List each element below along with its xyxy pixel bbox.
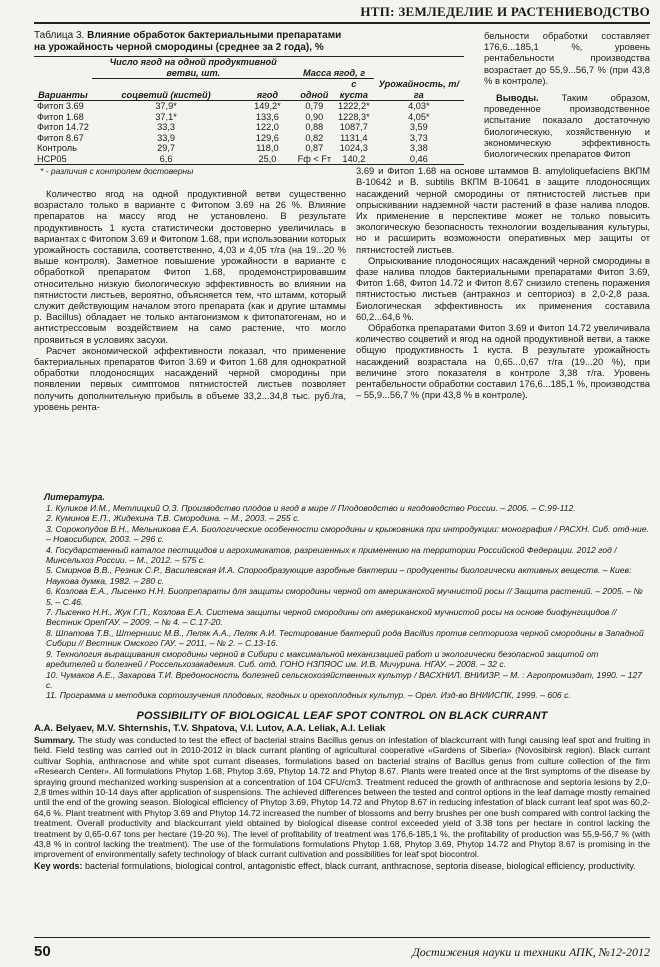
- th-mass: Масса ягод, г: [295, 57, 374, 79]
- english-summary: [34, 735, 650, 860]
- table-cell: Фитоп 3.69: [37, 101, 84, 111]
- table-cell: 3,73: [409, 132, 428, 143]
- table-cell: 0,46: [374, 154, 464, 165]
- english-title: POSSIBILITY OF BIOLOGICAL LEAF SPOT CONTROL ON BLACK CURRANT: [136, 710, 548, 722]
- table-cell: 4,03*: [408, 101, 430, 111]
- english-abstract: [34, 710, 650, 871]
- table-cell: Контроль: [37, 143, 77, 153]
- left-text: [34, 188, 346, 412]
- table-cell: 1087,7: [339, 122, 368, 132]
- table-cell: 1228,3*: [337, 111, 370, 122]
- page-number: 50: [34, 943, 51, 960]
- journal-name: Достижения науки и техники АПК, №12-2012: [412, 945, 650, 959]
- reference-item: 10. Чумаков А.Е., Захарова Т.И. Вредоносность болезней сельскохозяйственных культур / ВАСХНИЛ. ВНИИЗР. – М. : Агропромиздат, 1990. – 127 с.: [46, 669, 643, 690]
- table-cell: 1222,2*: [337, 101, 370, 111]
- table-caption: [34, 30, 346, 54]
- table-cell: 37,1*: [155, 111, 177, 122]
- table-cell: Фитоп 1.68: [37, 111, 84, 122]
- th-count-berries: ягод: [240, 79, 294, 101]
- th-mass-bush: с куста: [334, 79, 374, 101]
- table-cell: 0,82: [305, 132, 324, 143]
- table-cell: 1024,3: [339, 143, 368, 153]
- reference-item: 6. Козлова Е.А., Лысенко Н.Н. Биопрепараты для защиты смородины черной от американской мучнистой росы // Защита растений. – 2005. – № 5. – С.46.: [46, 586, 643, 607]
- table-cell: 1131,4: [340, 132, 368, 143]
- left-paragraph-2: Расчет экономической эффективности показал, что применение бактериальных препаратов Фитоп 3.69 и Фитоп 1.68 для однократной обработки плодоносящих насаждений черной смородины при появлении первых симптомов пятнистостей листьев позволяет получить дополнительную прибыль в объеме 33,2...34,8 тыс. руб./га, уровень рента-: [34, 344, 346, 412]
- table-note: * - различия с контролем достоверны: [40, 166, 194, 176]
- th-variants: Варианты: [34, 57, 92, 101]
- page-footer: [34, 937, 650, 960]
- running-header: [34, 2, 650, 24]
- th-count-inflorescences: соцветий (кистей): [92, 79, 240, 101]
- left-paragraph-1: Количество ягод на одной продуктивной ветви существенно возрастало только в варианте с Фитопом 3.69 на 26 %. Влияние препаратов на массу ягод не установлено. В результате продуктивность 1 куста статистически достоверно увеличилась в вариантах с Фитопом 3.69 и Фитопом 1.68, при использовании которых урожайность составила, соответственно, 4,03 и 4,05 т/га (на 19...20 % выше контроля). Заметное повышение урожайности в варианте с обработкой препаратом Фитоп 1.68, продемонстрировавшим относительно низкую биологическую эффективность во влиянии на пятнистости листьев, вероятно, объясняется тем, что штамм, который служит действующим началом этого препарата (как и другие штаммы р. Bacillus) обладает не только антагонизмом к фитопатогенам, но и антистрессовым воздействием на само растение, что могло проявиться в условиях засухи.: [34, 188, 346, 345]
- table-cell: 129,6: [255, 132, 279, 143]
- running-title: НТП: ЗЕМЛЕДЕЛИЕ И РАСТЕНИЕВОДСТВО: [360, 4, 650, 19]
- reference-item: 11. Программа и методика сортоизучения плодовых, ягодных и орехоплодных культур. – Орел. Изд-во ВНИИСПК, 1999. – 606 с.: [46, 690, 571, 701]
- reference-item: 9. Технология выращивания смородины черной в Сибири с максимальной механизацией работ и экологически безопасной защитой от вредителей и болезней / Россельхозакадемия. Сиб. отд. ГОНО НЗПЯОС им. И.В. Мичурина. НГАУ. – 2008. – 32 с.: [46, 648, 599, 670]
- table-cell: 6,6: [92, 154, 240, 165]
- right-text: [356, 165, 650, 400]
- table-cell: 0,79: [305, 101, 324, 111]
- reference-item: 3. Сорокопудов В.Н., Мельникова Е.А. Биологические особенности смородины и крыжовника при интродукции: монография / РАСХН. Сиб. отд-ние. – Новосибирск, 2003. – 296 с.: [46, 523, 649, 545]
- table-cell: 0,88: [305, 122, 324, 132]
- right-column: [356, 30, 650, 401]
- th-mass-one: одной: [295, 79, 334, 101]
- table-caption-title: Влияние обработок бактериальными препаратами на урожайность черной смородины (среднее за 2 года), %: [34, 30, 342, 53]
- reference-item: 4. Государственный каталог пестицидов и агрохимикатов, разрешенных к применению на территории Российской Федерации. 2012 год / Минсельхоз России. – М., 2012. – 575 с.: [46, 544, 617, 566]
- english-authors: A.A. Belyaev, M.V. Shternshis, T.V. Shpatova, V.I. Lutov, A.A. Leliak, A.I. Leliak: [34, 723, 386, 734]
- right-paragraph-1: 3.69 и Фитоп 1.68 на основе штаммов B. amyloliquefaciens ВКПМ В-10642 и B. subtilis ВКПМ В-10641 в защите плодоносящих насаждений черной смородины от пятнистостей листьев при опрыскивании надземной части растений в фазе налива плодов. Их применение в перспективе может не только повысить экологическую безопасность технологии возделывания культуры, но и расширить возможности оперативных мер защиты от пятнистостей листьев.: [356, 165, 650, 255]
- conclusion-paragraph: [484, 92, 650, 159]
- reference-item: 5. Смирнов В.В., Резник С.Р., Василевская И.А. Спорообразующие аэробные бактерии – продуценты биологически активных веществ. – Киев: Наукова думка, 1982. – 280 с.: [46, 565, 632, 586]
- table-cell: 33,3: [157, 122, 175, 132]
- table-cell: 118,0: [256, 143, 279, 153]
- references-list: [34, 503, 650, 701]
- right-paragraph-2: Опрыскивание плодоносящих насаждений черной смородины в фазе налива плодов бактериальными препаратами Фитоп 3.69, Фитоп 1.68, Фитоп 14.72 и Фитоп 8.67 снизило степень поражения пятнистостью листьев (антракноз и септориоз) в 2,0-2,8 раза. Биологическая эффективность их применения составила 60,2...64,6 %.: [356, 254, 650, 322]
- table-cell: 3,59: [409, 122, 428, 132]
- table-cell: 29,7: [157, 143, 175, 153]
- reference-item: 1. Куликов И.М., Метлицкий О.З. Производство плодов и ягод в мире // Плодоводство и ягодоводство России. – 2006. – С.99-112.: [46, 503, 576, 513]
- th-yield: Урожайность, т/га: [374, 57, 464, 101]
- th-count: Число ягод на одной продуктивной ветви, шт.: [92, 57, 295, 79]
- table-cell: 37,9*: [155, 101, 177, 111]
- table-cell: 4,05*: [408, 111, 430, 122]
- table-cell: 133,6: [255, 111, 279, 122]
- table-cell: 122,0: [255, 122, 279, 132]
- english-keywords: [34, 861, 650, 872]
- table-cell: 3,38: [409, 143, 428, 153]
- reference-item: 7. Лысенко Н.Н., Жук Г.П., Козлова Е.А. Система защиты черной смородины от американской мучнистой росы на основе биофунгицидов // Вестник ОрелГАУ. – 2009. – № 4. – С.17-20.: [46, 607, 617, 628]
- table-cell: Фитоп 14.72: [37, 122, 89, 132]
- references-title: Литература.: [44, 492, 105, 502]
- table-cell: 0,90: [305, 111, 324, 122]
- keywords-text: bacterial formulations, biological control, antagonistic effect, black currant, anthracnose, septoria disease, biological efficiency, productivity.: [85, 860, 636, 871]
- right-paragraph-3: Обработка препаратами Фитоп 3.69 и Фитоп 14.72 увеличивала количество соцветий и ягод на одной продуктивной ветви, а также общую продуктивность 1 куста. В результате урожайность насаждений возрастала на 0,65...0,67 т/га (19...20 %), при величине этого показателя в контроле 3,38 т/га. Уровень рентабельности обработки составил 176,6...185,1 %, производства – 55,9...56,7 % (при 43,8 % в контроле).: [356, 322, 650, 401]
- left-column: [34, 30, 460, 412]
- summary-text: The study was conducted to test the effect of bacterial strains Bacillus genus on infestation of blackcurrant with fungi causing leaf spot and fruiting in field. Field testing was carried out in 2010-2012 in black currant planting of agricultural cooperative «Gardens of Siberia» (Novosibirsk region). Black currant cultivar Sophia, anthracnose and white spot currant diseases, formulations based on bacterial strains of Bacillus genus from culture collection of the firm «Research Center». All formulations Phytop 1.68, Phytop 3.69, Phytop 14.72 and Phytop 8.67. Plants were treated once at the first symptoms of the disease by spraying ground mechanized working suspension at a concentration of 104 CFU/cm3. Treatment reduced the growth of anthracnose and septoria lesions by 2,0-2,8 times within 10-14 days after application of suspensions. The achieved differences between the tested and control options in the leaf damage mostly remained until the end of the growing season. Biological efficiency of Phytop 3.69, Phytop 14.72 and Phytop 8.67 in reducing infestation of black currant leaf spot was 60,2-64,6 %. Plant treatment with Phytop 3.69 and Phytop 14.72 increased the number of blossoms and berry brushes per one bush compared with control lacking the treatment. Overall productivity and blackcurrant yield obtained by biological disease control exceeded yield of 3.38 tons per hectare in control lacking the treatment by 0,65-0.67 tons per hectare (19-20 %). The level of profitability of treatment was 176,6-185,1 %, the profitability of production was 55,9-56,7 % (with 43,8 % in control lacking the treatment). The use of the formulations formulations Phytop 1.68, Phytop 3.69, Phytop 14.72 and Phytop 8.67 is promising in the improvement of environmentally safety technology of black currant cultivation and possibilities for leaf spot biocontrol.: [34, 735, 651, 860]
- table-cell: 0,87: [305, 143, 324, 153]
- conclusion-text: Таким образом, проведенное производственное испытание показало достаточную биологическую, хозяйственную и экономическую эффективность биологических препаратов Фитоп: [484, 92, 650, 160]
- references: [34, 492, 650, 701]
- table-cell: 25,0: [240, 154, 294, 165]
- table-cell: 33,9: [157, 132, 175, 143]
- table-cell: 149,2*: [254, 101, 281, 111]
- table-cell: 140,2: [334, 154, 374, 165]
- summary-label: Summary.: [34, 735, 75, 745]
- right-top-paragraph: бельности обработки составляет 176,6...185,1 %, уровень рентабельности производства возрастает до 55,9...56,7 % (при 43,8 % в контроле).: [484, 30, 650, 86]
- table-caption-prefix: Таблица 3.: [34, 30, 85, 41]
- table-cell: Фитоп 8.67: [37, 132, 84, 143]
- reference-item: 8. Шпатова Т.В., Штерншис М.В., Леляк А.А., Леляк А.И. Тестирование бактерий рода Bacillus против септориоза черной смородины в Западной Сибири // Вестник Омского ГАУ. – 2011. – № 2. – С.13-16.: [46, 627, 644, 649]
- table-cell: Fф < Fт: [295, 154, 334, 165]
- conclusion-label: Выводы.: [496, 92, 539, 104]
- reference-item: 2. Куминов Е.П., Жидехина Т.В. Смородина. – М., 2003. – 255 с.: [46, 513, 300, 524]
- table-cell: НСР05: [34, 154, 92, 165]
- keywords-label: Key words:: [34, 860, 83, 871]
